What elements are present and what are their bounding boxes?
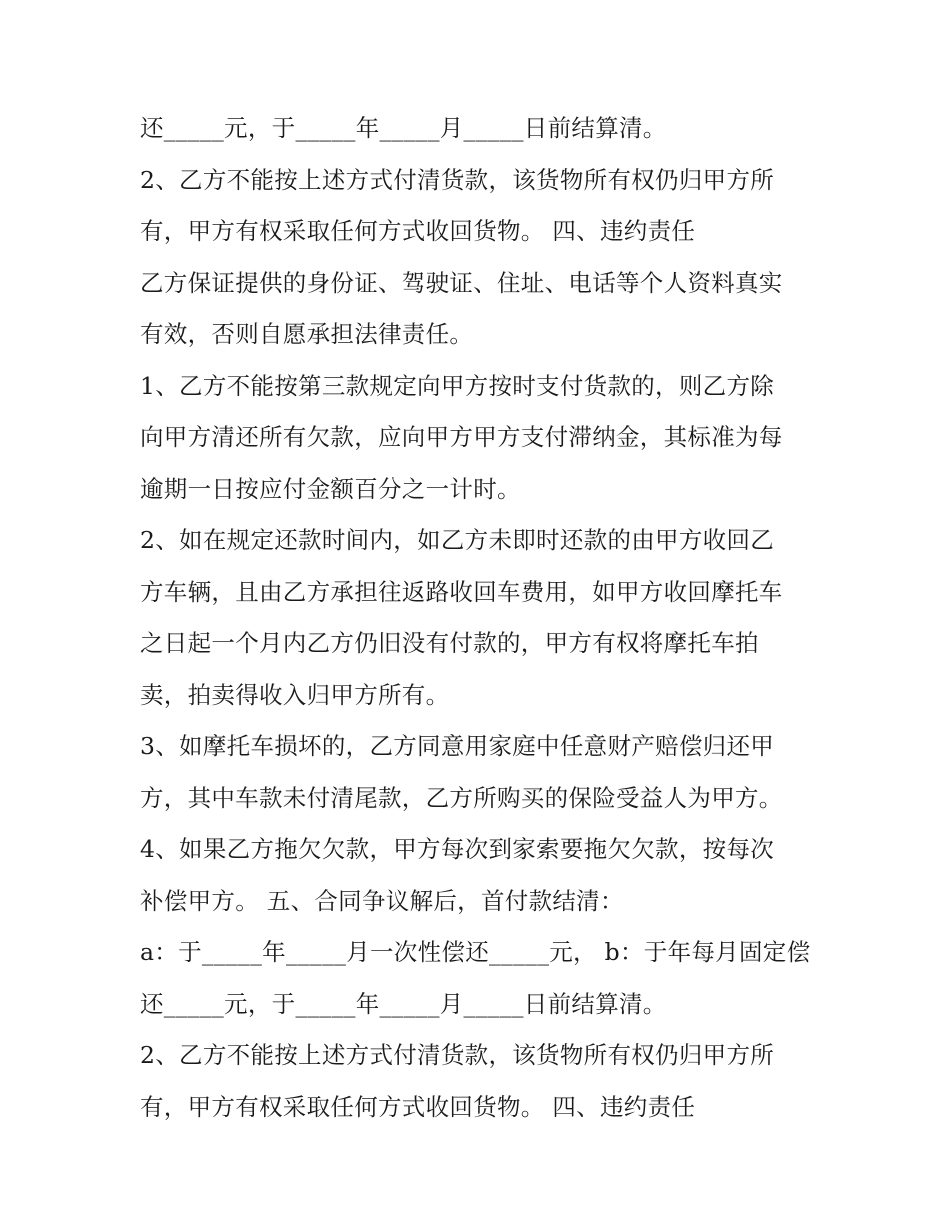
document-body	[140, 103, 830, 1133]
text-line: 方车辆，且由乙方承担往返路收回车费用，如甲方收回摩托车	[140, 577, 783, 606]
text-line: 向甲方清还所有欠款，应向甲方甲方支付滞纳金，其标准为每	[140, 423, 783, 451]
text-line: 补偿甲方。 五、合同争议解后，首付款结清：	[140, 886, 624, 915]
text-line: 1、乙方不能按第三款规定向甲方按时支付货款的，则乙方除	[140, 371, 775, 400]
text-line: 有，甲方有权采取任何方式收回货物。 四、违约责任	[140, 1092, 696, 1121]
text-line: 逾期一日按应付金额百分之一计时。	[140, 474, 521, 503]
text-line: 卖，拍卖得收入归甲方所有。	[140, 680, 450, 709]
text-line: a：于_____年_____月一次性偿还_____元， b：于年每月固定偿	[140, 938, 811, 966]
text-line: 有效，否则自愿承担法律责任。	[140, 320, 474, 348]
text-line: 还_____元，于_____年_____月_____日前结算清。	[140, 114, 667, 142]
text-line: 3、如摩托车损坏的，乙方同意用家庭中任意财产赔偿归还甲	[140, 732, 775, 760]
text-line: 2、乙方不能按上述方式付清货款，该货物所有权仍归甲方所	[140, 1041, 775, 1069]
text-line: 2、如在规定还款时间内，如乙方未即时还款的由甲方收回乙	[140, 526, 775, 554]
text-line: 方，其中车款未付清尾款，乙方所购买的保险受益人为甲方。	[140, 783, 783, 812]
text-line: 之日起一个月内乙方仍旧没有付款的，甲方有权将摩托车拍	[140, 629, 759, 657]
text-line: 乙方保证提供的身份证、驾驶证、住址、电话等个人资料真实	[140, 268, 783, 297]
text-line: 2、乙方不能按上述方式付清货款，该货物所有权仍归甲方所	[140, 165, 775, 194]
text-line: 4、如果乙方拖欠欠款，甲方每次到家索要拖欠欠款，按每次	[140, 835, 775, 863]
text-line: 有，甲方有权采取任何方式收回货物。 四、违约责任	[140, 217, 696, 245]
text-line: 还_____元，于_____年_____月_____日前结算清。	[140, 989, 667, 1018]
